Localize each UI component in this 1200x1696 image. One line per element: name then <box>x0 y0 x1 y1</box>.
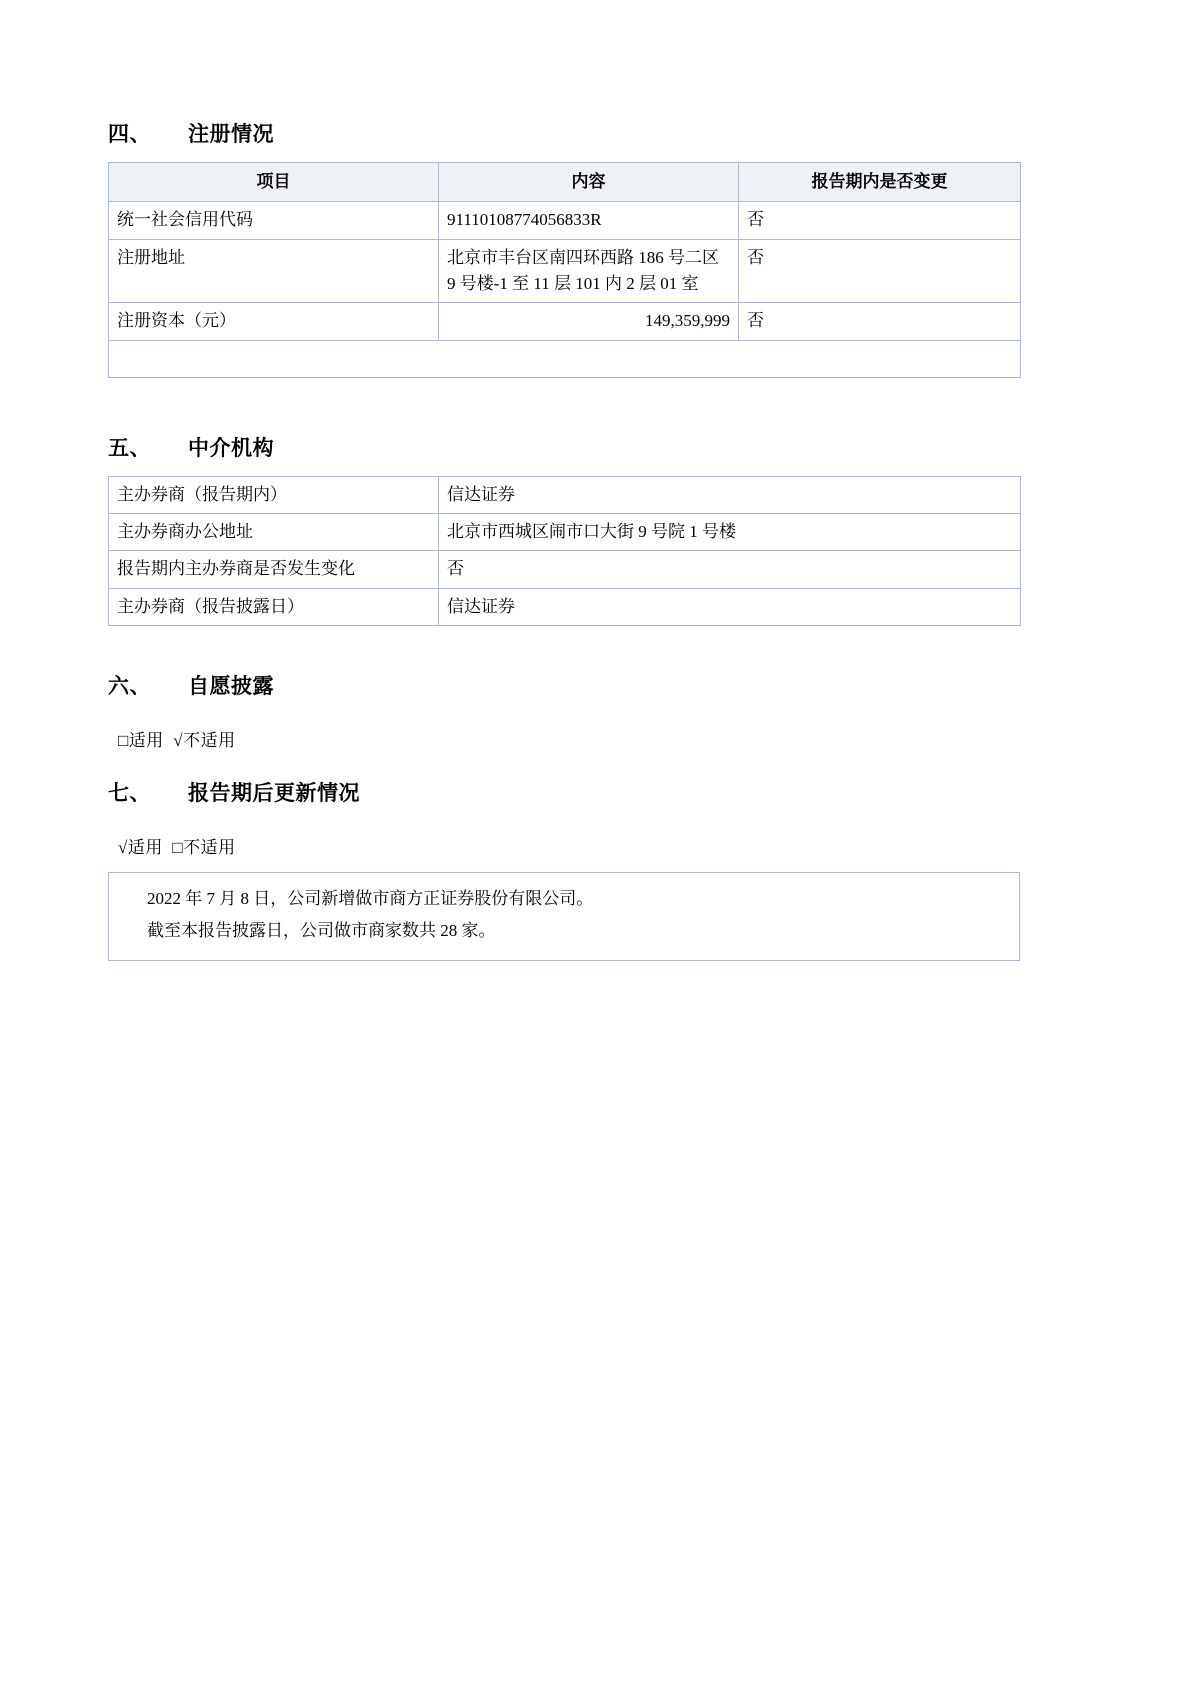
section-title: 报告期后更新情况 <box>188 781 360 806</box>
cell-changed: 否 <box>739 239 1021 303</box>
post-period-applicability-line <box>108 833 1020 858</box>
table-row <box>109 476 1021 513</box>
note-line: 2022 年 7 月 8 日，公司新增做市商方正证券股份有限公司。 <box>147 889 594 909</box>
section-number: 六、 <box>108 674 151 699</box>
table-row <box>109 514 1021 551</box>
cell-empty <box>109 340 1021 377</box>
cell-label: 报告期内主办券商是否发生变化 <box>109 551 439 588</box>
checkbox-not-applicable[interactable]: √ <box>173 731 184 751</box>
cell-note <box>109 873 1020 961</box>
checkbox-applicable[interactable]: √ <box>118 838 128 858</box>
table-row <box>109 551 1021 588</box>
cell-item: 注册地址 <box>109 239 439 303</box>
table-row <box>109 873 1020 961</box>
post-period-note-table <box>108 872 1020 961</box>
registration-table <box>108 162 1021 378</box>
section-number: 五、 <box>108 435 151 460</box>
table-row <box>109 588 1021 625</box>
section-title: 注册情况 <box>188 122 274 146</box>
voluntary-applicability-line <box>108 726 1020 751</box>
checkbox-applicable[interactable]: □ <box>118 731 129 751</box>
label-applicable: 适用 <box>127 838 163 858</box>
section-title: 自愿披露 <box>188 674 274 699</box>
cell-value: 北京市西城区闹市口大街 9 号院 1 号楼 <box>439 514 1021 551</box>
intermediary-table <box>108 476 1021 626</box>
cell-content: 北京市丰台区南四环西路 186 号二区 9 号楼-1 至 11 层 101 内 2 层 01 室 <box>439 239 739 303</box>
cell-item: 统一社会信用代码 <box>109 202 439 239</box>
table-header-row <box>109 163 1021 202</box>
table-row <box>109 239 1021 303</box>
cell-changed: 否 <box>739 202 1021 239</box>
column-header-content: 内容 <box>439 163 739 202</box>
cell-item: 注册资本（元） <box>109 303 439 340</box>
section-number: 七、 <box>108 781 151 806</box>
label-applicable: 适用 <box>128 731 164 751</box>
table-row <box>109 303 1021 340</box>
cell-value: 信达证券 <box>439 476 1021 513</box>
column-header-item: 项目 <box>109 163 439 202</box>
label-not-applicable: 不适用 <box>183 838 236 858</box>
section-heading-intermediary <box>108 432 1020 462</box>
checkbox-not-applicable[interactable]: □ <box>172 838 184 858</box>
label-not-applicable: 不适用 <box>183 731 236 751</box>
cell-label: 主办券商办公地址 <box>109 514 439 551</box>
note-line: 截至本报告披露日，公司做市商家数共 28 家。 <box>147 920 496 940</box>
cell-label: 主办券商（报告披露日） <box>109 588 439 625</box>
section-heading-registration <box>108 118 1020 148</box>
cell-changed: 否 <box>739 303 1021 340</box>
cell-content: 91110108774056833R <box>439 202 739 239</box>
cell-label: 主办券商（报告期内） <box>109 476 439 513</box>
column-header-changed: 报告期内是否变更 <box>739 163 1021 202</box>
table-row-empty <box>109 340 1021 377</box>
section-heading-voluntary <box>108 670 1020 700</box>
document-content <box>108 118 1020 961</box>
section-number: 四、 <box>108 122 151 146</box>
table-row <box>109 202 1021 239</box>
cell-content: 149,359,999 <box>439 303 739 340</box>
section-title: 中介机构 <box>188 435 274 460</box>
cell-value: 否 <box>439 551 1021 588</box>
section-heading-post-period <box>108 777 1020 807</box>
cell-value: 信达证券 <box>439 588 1021 625</box>
